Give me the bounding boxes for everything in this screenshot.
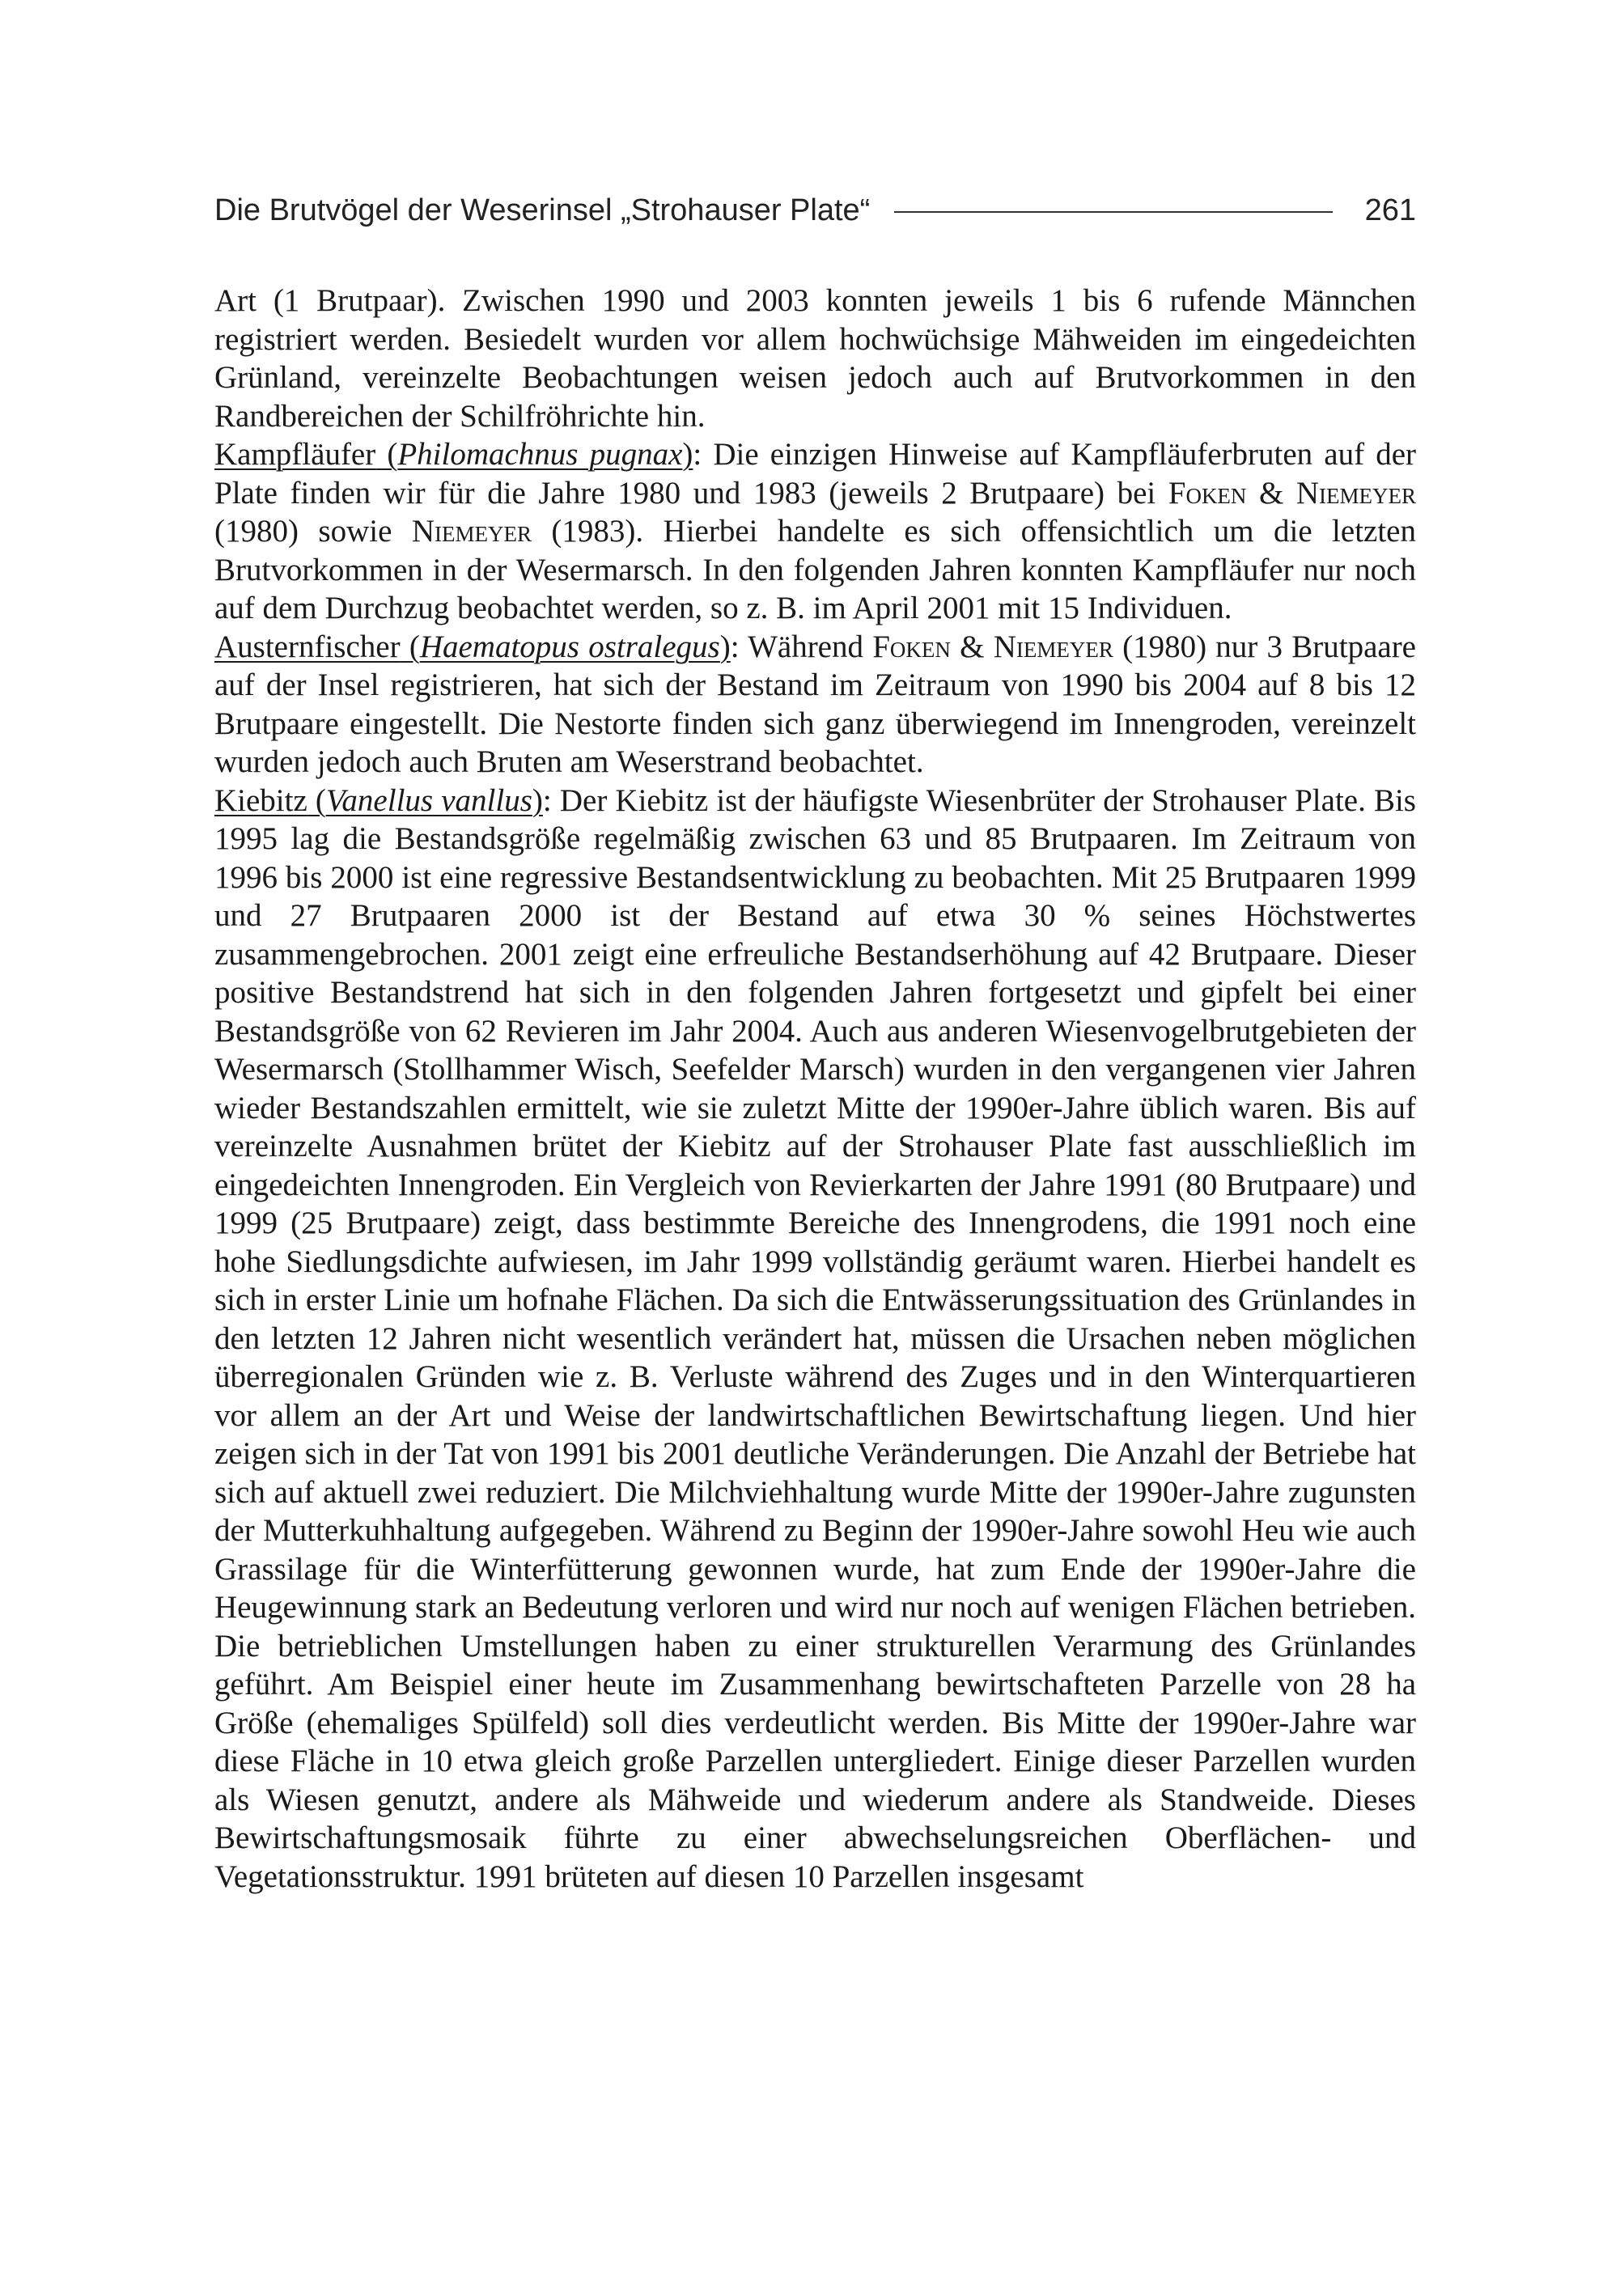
body-text bbox=[214, 282, 1416, 1896]
paragraph-kiebitz: Kiebitz (Vanellus vanllus): Der Kiebitz ist der häufigste Wiesenbrüter der Strohauser Plate. Bis 1995 lag die Bestandsgröße regelmäßig zwischen 63 und 85 Brutpaaren. Im Zeitraum von 1996 bis 2000 ist eine regressive Bestandsentwicklung zu beobachten. Mit 25 Brutpaaren 1999 und 27 Brutpaaren 2000 ist der Bestand auf etwa 30 % seines Höchstwertes zusammengebrochen. 2001 zeigt eine erfreuliche Bestandserhöhung auf 42 Brutpaare. Dieser positive Bestandstrend hat sich in den folgenden Jahren fortgesetzt und gipfelt bei einer Bestandsgröße von 62 Revieren im Jahr 2004. Auch aus anderen Wiesenvogelbrutgebieten der Wesermarsch (Stollhammer Wisch, Seefelder Marsch) wurden in den vergangenen vier Jahren wieder Bestandszahlen ermittelt, wie sie zuletzt Mitte der 1990er-Jahre üblich waren. Bis auf vereinzelte Ausnahmen brütet der Kiebitz auf der Strohauser Plate fast ausschließlich im eingedeichten Innengroden. Ein Vergleich von Revierkarten der Jahre 1991 (80 Brutpaare) und 1999 (25 Brutpaare) zeigt, dass bestimmte Bereiche des Innengrodens, die 1991 noch eine hohe Siedlungsdichte aufwiesen, im Jahr 1999 vollständig geräumt waren. Hierbei handelt es sich in erster Linie um hofnahe Flächen. Da sich die Entwässerungssituation des Grünlandes in den letzten 12 Jahren nicht wesentlich verändert hat, müssen die Ursachen neben möglichen überregionalen Gründen wie z. B. Verluste während des Zuges und in den Winterquartieren vor allem an der Art und Weise der landwirtschaftlichen Bewirtschaftung liegen. Und hier zeigen sich in der Tat von 1991 bis 2001 deutliche Veränderungen. Die Anzahl der Betriebe hat sich auf aktuell zwei reduziert. Die Milchviehhaltung wurde Mitte der 1990er-Jahre zugunsten der Mutterkuhhaltung aufgegeben. Während zu Beginn der 1990er-Jahre sowohl Heu wie auch Grassilage für die Winterfütterung gewonnen wurde, hat zum Ende der 1990er-Jahre die Heugewinnung stark an Bedeutung verloren und wird nur noch auf wenigen Flächen betrieben. Die betrieblichen Umstellungen haben zu einer strukturellen Verarmung des Grünlandes geführt. Am Beispiel einer heute im Zusammenhang bewirtschafteten Parzelle von 28 ha Größe (ehemaliges Spülfeld) soll dies verdeutlicht werden. Bis Mitte der 1990er-Jahre war diese Fläche in 10 etwa gleich große Parzellen untergliedert. Einige dieser Parzellen wurden als Wiesen genutzt, andere als Mähweide und wiederum andere als Standweide. Dieses Bewirtschaftungsmosaik führte zu einer abwechselungsreichen Oberflächen- und Vegetationsstruktur. 1991 brüteten auf diesen 10 Parzellen insgesamt bbox=[214, 782, 1416, 1894]
paragraph-kampflaeufer: Kampfläufer (Philomachnus pugnax): Die einzigen Hinweise auf Kampfläuferbruten auf der Plate finden wir für die Jahre 1980 und 1983 (jeweils 2 Brutpaare) bei Foken & Niemeyer (1980) sowie Niemeyer (1983). Hierbei handelte es sich offensichtlich um die letzten Brutvorkommen in der Wesermarsch. In den folgenden Jahren konnten Kampfläufer nur noch auf dem Durchzug beobachtet werden, so z. B. im April 2001 mit 15 Individuen. bbox=[214, 437, 1416, 625]
species-heading-kampflaeufer: Kampfläufer (Philomachnus pugnax) bbox=[214, 437, 693, 472]
running-title: Die Brutvögel der Weserinsel „Strohauser Plate“ bbox=[214, 193, 871, 227]
author-ref: Foken bbox=[1168, 475, 1247, 511]
author-ref: Niemeyer bbox=[993, 629, 1113, 664]
author-ref: Niemeyer bbox=[411, 514, 532, 549]
page-number: 261 bbox=[1364, 193, 1416, 227]
author-ref: Foken bbox=[872, 629, 951, 664]
author-ref: Niemeyer bbox=[1295, 475, 1416, 511]
page bbox=[214, 186, 1416, 1896]
running-header bbox=[214, 186, 1416, 235]
species-heading-kiebitz: Kiebitz (Vanellus vanllus) bbox=[214, 782, 543, 818]
header-rule bbox=[894, 211, 1332, 213]
paragraph-wachtelkoenig-end: Art (1 Brutpaar). Zwischen 1990 und 2003 konnten jeweils 1 bis 6 rufende Männchen registriert werden. Besiedelt wurden vor allem hochwüchsige Mähweiden im eingedeichten Grünland, vereinzelte Beobachtungen weisen jedoch auch auf Brutvorkommen in den Randbereichen der Schilfröhrichte hin. bbox=[214, 283, 1416, 434]
species-heading-austernfischer: Austernfischer (Haematopus ostralegus) bbox=[214, 629, 731, 664]
paragraph-austernfischer: Austernfischer (Haematopus ostralegus): Während Foken & Niemeyer (1980) nur 3 Brutpaare auf der Insel registrieren, hat sich der Bestand im Zeitraum von 1990 bis 2004 auf 8 bis 12 Brutpaare eingestellt. Die Nestorte finden sich ganz überwiegend im Innengroden, vereinzelt wurden jedoch auch Bruten am Weserstrand beobachtet. bbox=[214, 629, 1416, 779]
